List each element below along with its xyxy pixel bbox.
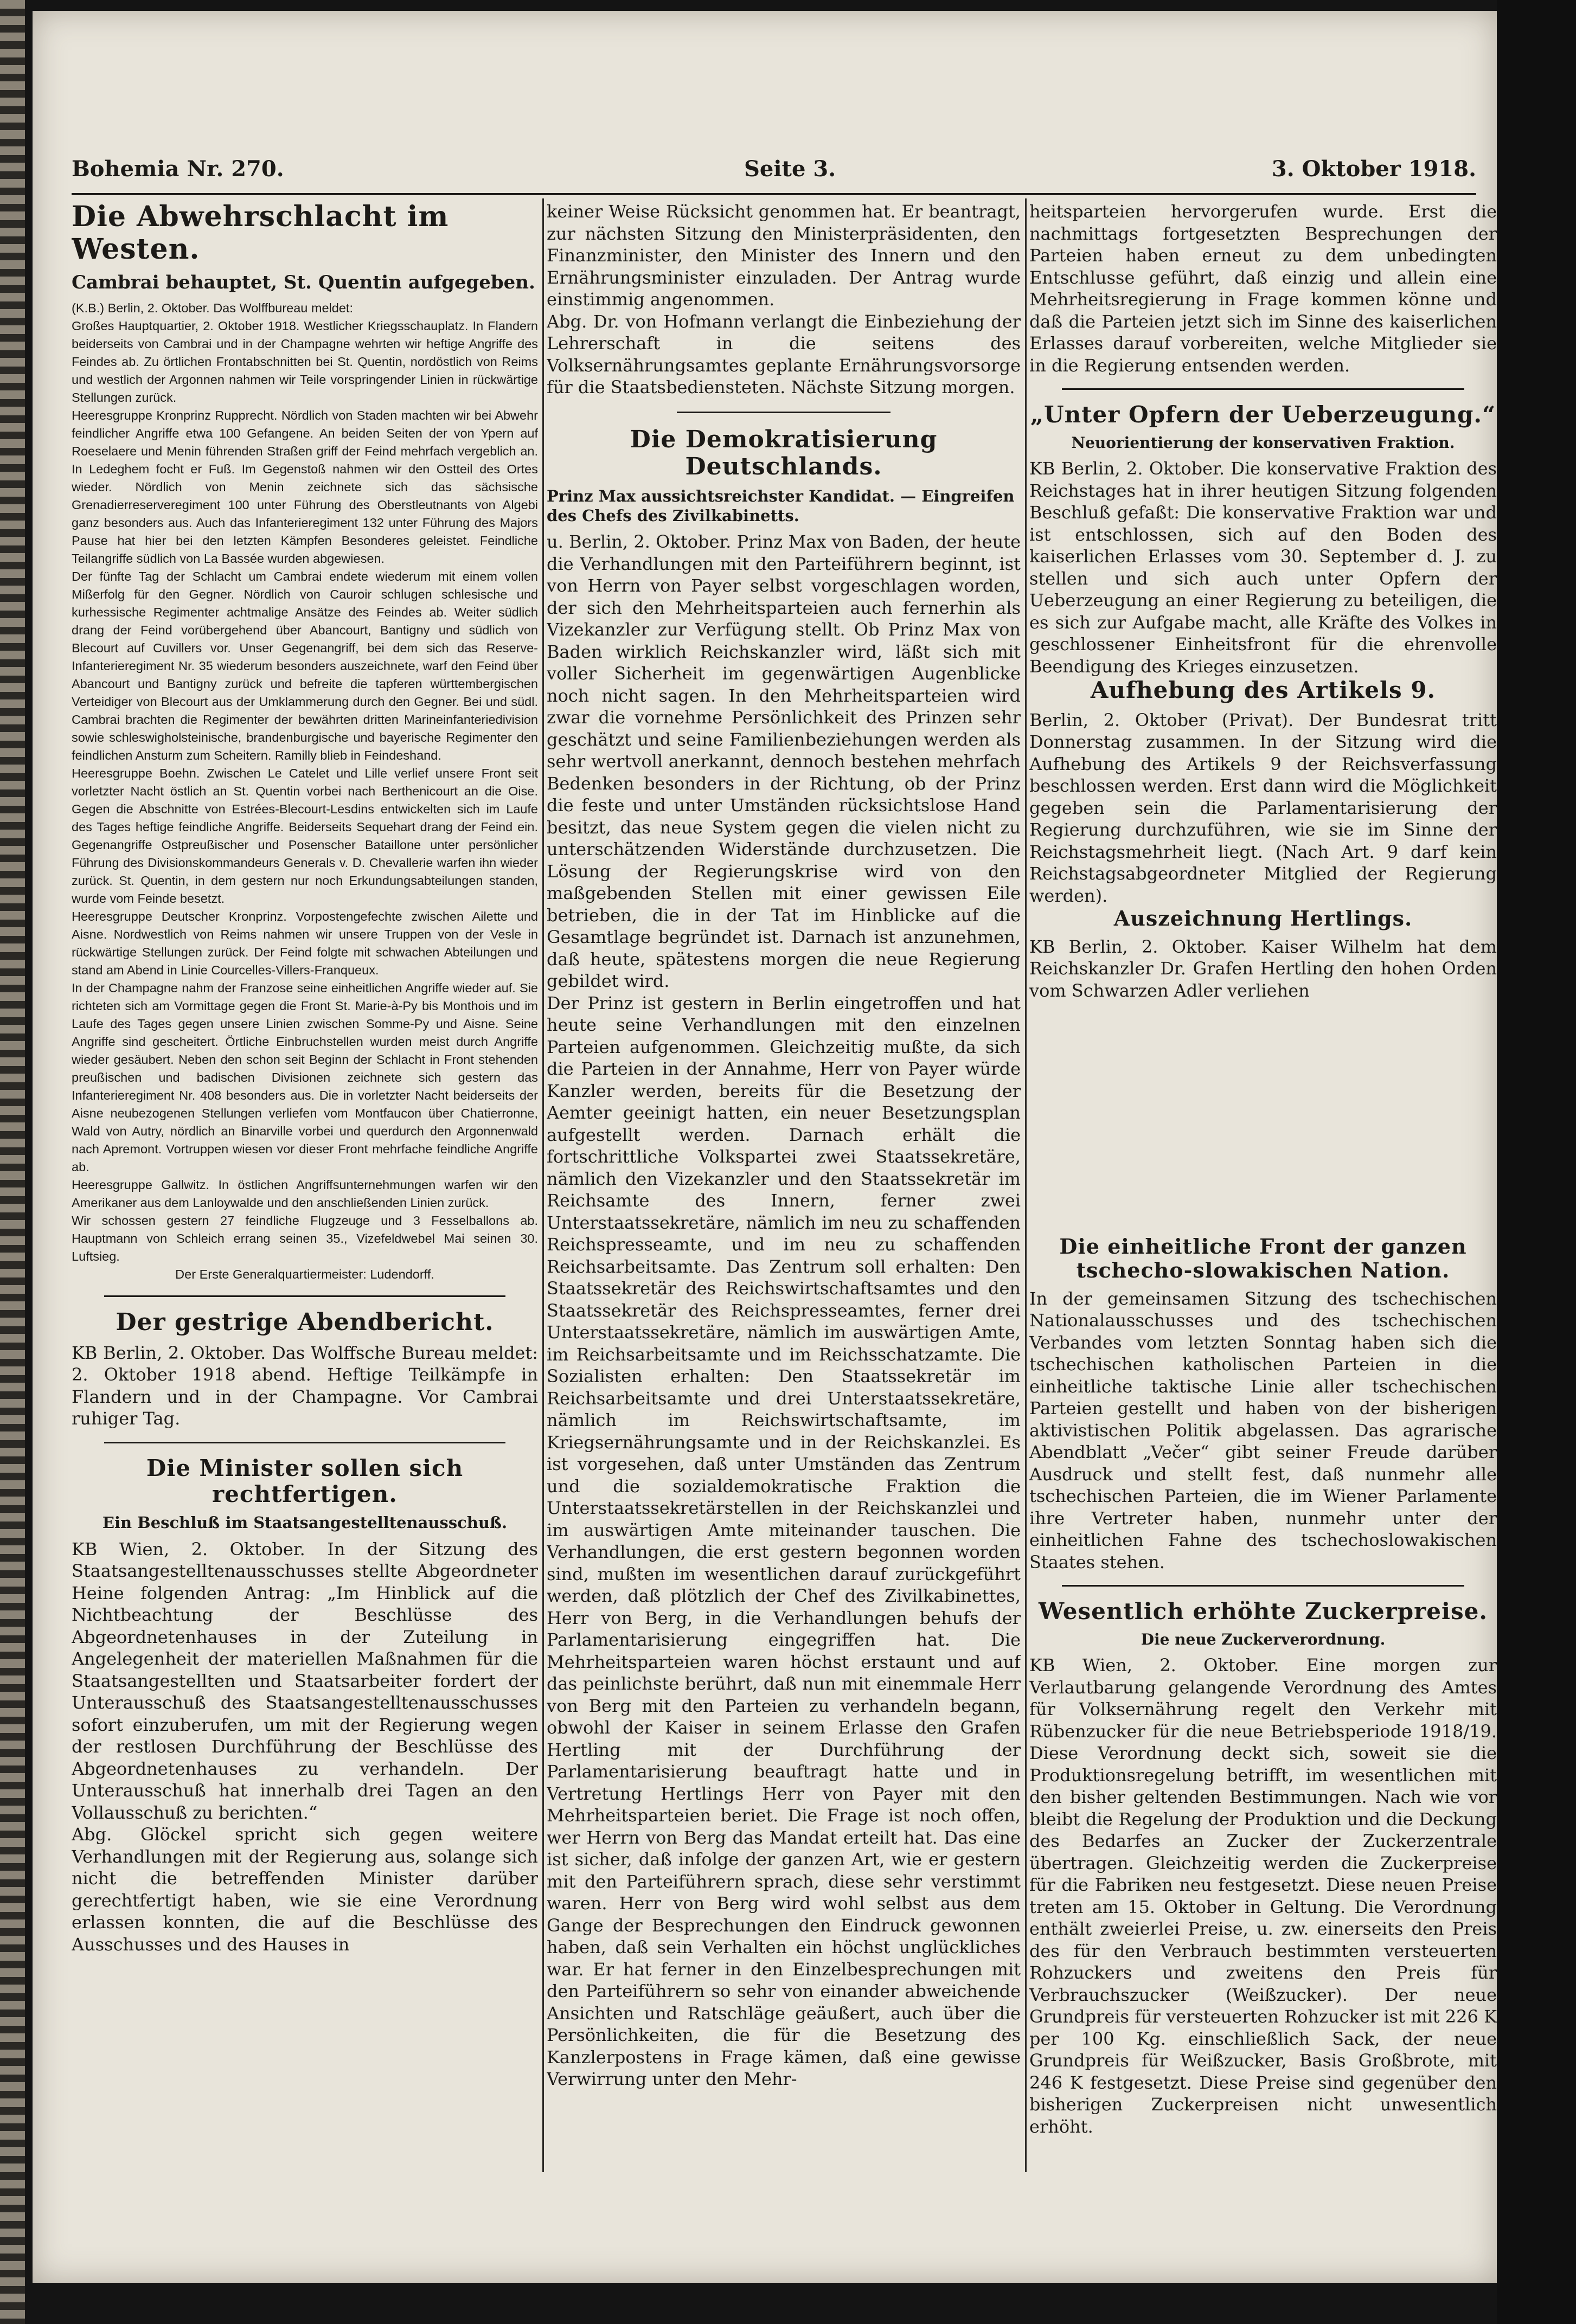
article-paragraph: Abg. Glöckel spricht sich gegen weitere Verhandlungen mit der Regierung aus, solange sich nicht die betreffenden Minister darüber gerechtfertigt haben, wie sie eine Verordnung erlassen konnten, die auf die Beschlüsse des Ausschusses und des Hauses in: [72, 1824, 538, 1955]
article-title: Aufhebung des Artikels 9.: [1090, 677, 1436, 704]
section-rule: [677, 412, 890, 413]
article-paragraph: In der gemeinsamen Sitzung des tschechischen Nationalausschusses und des tschechischen Verbandes vom letzten Sonntag haben sich die tschechischen katholischen Parteien in die einheitliche taktische Linie aller tschechischen Parteien gestellt und haben von der bisherigen aktivistischen Politik abgelassen. Das agrarische Abendblatt „Večer“ gibt seiner Freude darüber Ausdruck und stellt fest, daß nunmehr alle tschechischen Parteien, die im Wiener Parlamente ihre Vertreter haben, nunmehr unter der einheitlichen Fahne des tschechoslowakischen Staates stehen.: [1029, 1288, 1497, 1572]
column-1: [72, 201, 538, 2174]
scan-edge-left: [0, 0, 25, 2324]
article-paragraph: KB Wien, 2. Oktober. In der Sitzung des Staatsangestelltenausschusses stellte Abgeordneter Heine folgenden Antrag: „Im Hinblick auf die Nichtbeachtung der Beschlüsse des Abgeordnetenhauses in der Zuteilung in Angelegenheit der materiellen Maßnahmen für die Staatsangestellten und Staatsarbeiter fordert der Unterausschuß des Staatsangestelltenausschusses sofort einzuberufen, um mit der Regierung wegen der restlosen Durchführung der Beschlüsse des Abgeordnetenhauses zu verhandeln. Der Unterausschuß hat innerhalb drei Tagen an den Vollausschuß zu berichten.“: [72, 1538, 538, 1823]
article-paragraph: Heeresgruppe Deutscher Kronprinz. Vorpostengefechte zwischen Ailette und Aisne. Nordwestlich von Reims nahmen wir unsere Truppen von der Vesle in rückwärtige Stellungen zurück. Der Feind folgte mit schwachen Abteilungen und stand am Abend in Linie Courcelles-Villers-Franqueux.: [72, 909, 538, 978]
article-paragraph: u. Berlin, 2. Oktober. Prinz Max von Baden, der heute die Verhandlungen mit den Parteiführern beginnt, ist von Herrn von Payer selbst vorgeschlagen worden, der sich den Mehrheitsparteien auch fernerhin als Vizekanzler zur Verfügung stellt. Ob Prinz Max von Baden wirklich Reichskanzler wird, läßt sich mit voller Sicherheit im gegenwärtigen Augenblicke noch nicht sagen. In den Mehrheitsparteien wird zwar die vornehme Persönlichkeit des Prinzen sehr geschätzt und seine Familienbeziehungen werden als sehr wertvoll anerkannt, dennoch bestehen mehrfach Bedenken besonders in der Richtung, ob der Prinz die feste und unter Umständen rücksichtslose Hand besitzt, das neue System gegen die vielen nicht zu unterschätzenden Widerstände durchzusetzen. Die Lösung der Regierungskrise wird von den maßgebenden Stellen mit einer gewissen Eile betrieben, die in der Tat im Hinblicke auf die Gesamtlage begründet ist. Darnach ist anzunehmen, daß heute, spätestens morgen die neue Regierung gebildet wird.: [547, 531, 1021, 992]
article-paragraph: Großes Hauptquartier, 2. Oktober 1918. Westlicher Kriegsschauplatz. In Flandern beiderseits von Cambrai und in der Champagne wehrten wir heftige Angriffe des Feindes ab. Zu örtlichen Frontabschnitten bei St. Quentin, nordöstlich von Reims und westlich der Argonnen nahmen wir Teile vorspringender Linien in rückwärtige Stellungen zurück.: [72, 319, 538, 405]
article-title: Wesentlich erhöhte Zuckerpreise.: [1039, 1598, 1488, 1625]
article-title: „Unter Opfern der Ueberzeugung.“: [1030, 401, 1496, 428]
article-paragraph: heitsparteien hervorgerufen wurde. Erst die nachmittags fortgesetzten Besprechungen der Parteien haben erneut zu dem unbedingten Entschlusse geführt, daß einzig und allein eine Mehrheitsregierung in Frage kommen könne und daß die Parteien jetzt sich im Sinne des kaiserlichen Erlasses darauf vorbereiten, welche Mitglieder sie in die Regierung entsenden werden.: [1029, 201, 1497, 376]
article-title: Die Demokratisierung Deutschlands.: [630, 425, 938, 481]
article-paragraph: Berlin, 2. Oktober (Privat). Der Bundesrat tritt Donnerstag zusammen. In der Sitzung wird die Aufhebung des Artikels 9 der Reichsverfassung beschlossen werden. Erst dann wird die Möglichkeit gegeben sein die Parlamentarisierung der Regierung durchzuführen, wie sie im Sinne der Reichstagsmehrheit liegt. (Nach Art. 9 darf kein Reichstagsabgeordneter Mitglied der Regierung werden).: [1029, 709, 1497, 906]
page-header: [72, 156, 1476, 189]
header-page-number: Seite 3.: [744, 156, 836, 182]
section-rule: [104, 1295, 505, 1297]
article-signature: Der Erste Generalquartiermeister: Ludendorff.: [175, 1267, 434, 1282]
scan-edge-right: [1497, 0, 1576, 2324]
article-paragraph: KB Berlin, 2. Oktober. Das Wolffsche Bureau meldet: 2. Oktober 1918 abend. Heftige Teilkämpfe in Flandern und in der Champagne. Vor Cambrai ruhiger Tag.: [72, 1342, 538, 1429]
article-paragraph: Abg. Dr. von Hofmann verlangt die Einbeziehung der Lehrerschaft in die seitens des Volksernährungsamtes geplante Ernährungsvorsorge für die Staatsbediensteten. Nächste Sitzung morgen.: [547, 311, 1021, 397]
article-paragraph: In der Champagne nahm der Franzose seine einheitlichen Angriffe wieder auf. Sie richteten sich am Vormittage gegen die Front St. Marie-à-Py bis Monthois und im Laufe des Tages gegen unsere Linien zwischen Somme-Py und Aisne. Seine Angriffe sind gescheitert. Örtliche Einbruchstellen wurden meist durch Angriffe wieder gesäubert. Neben den schon seit Beginn der Schlacht in Front stehenden preußischen und badischen Divisionen zeichnete sich gestern das Infanterieregiment Nr. 408 besonders aus. Die in vorletzter Nacht beiderseits der Aisne neubezogenen Stellungen verliefen vom Montfaucon über Chatierronne, Wald von Autry, nördlich an Binarville vorbei und querdurch den Argonnenwald nach Apremont. Vortruppen wiesen vor dieser Front mehrfache feindliche Angriffe ab.: [72, 981, 538, 1174]
article-title: Die einheitliche Front der ganzen tschecho-slowakischen Nation.: [1059, 1234, 1467, 1282]
article-title: Die Minister sollen sich rechtfertigen.: [146, 1454, 464, 1507]
article-paragraph: Heeresgruppe Gallwitz. In östlichen Angriffsunternehmungen warfen wir den Amerikaner aus dem Lanloywalde und den anschließenden Linien zurück.: [72, 1178, 538, 1210]
article-title: Auszeichnung Hertlings.: [1113, 906, 1413, 931]
column-3: [1029, 201, 1497, 2174]
column-rule-2: [1025, 198, 1027, 2172]
article-title: Der gestrige Abendbericht.: [116, 1308, 494, 1337]
section-rule: [104, 1442, 505, 1443]
blank-space: [1029, 1001, 1497, 1235]
article-subtitle: Neuorientierung der konservativen Fraktion.: [1071, 434, 1455, 452]
article-paragraph: Der fünfte Tag der Schlacht um Cambrai endete wiederum mit einem vollen Mißerfolg für den Gegner. Nördlich von Cauroir schlugen schlesische und kurhessische Regimenter achtmalige Ansätze des Feindes ab. Weiter südlich drang der Feind vorübergehend über Abancourt, Bantigny und südlich von Blecourt auf Cuvillers vor. Unser Gegenangriff, bei dem sich das Reserve-Infanterieregiment Nr. 35 wiederum besonders auszeichnete, warf den Feind über Abancourt und Bantigny zurück und befreite die tapferen württembergischen Verteidiger von Blecourt aus der Umklammerung durch den Gegner. Bei und südl. Cambrai brachten die Regimenter der bewährten dritten Marineinfanteriedivision sowie schleswigholsteinische, brandenburgische und bayerische Regimenter den feindlichen Ansturm zum Scheitern. Ramilly blieb in Feindeshand.: [72, 569, 538, 763]
header-rule: [72, 193, 1476, 195]
header-issue: Bohemia Nr. 270.: [72, 156, 284, 182]
section-rule: [1062, 1585, 1464, 1587]
article-subtitle: Die neue Zuckerverordnung.: [1141, 1630, 1386, 1649]
article-subtitle: Prinz Max aussichtsreichster Kandidat. — Eingreifen des Chefs des Zivilkabinetts.: [547, 486, 1015, 525]
article-paragraph: Heeresgruppe Boehn. Zwischen Le Catelet und Lille verlief unsere Front seit vorletzter Nacht östlich an St. Quentin vorbei nach Berthenicourt an die Oise. Gegen die Abschnitte von Estrées-Blecourt-Lesdins entwickelten sich im Laufe des Tages heftige feindliche Angriffe. Beiderseits Sequehart drang der Feind ein. Gegenangriffe Ostpreußischer und Posenscher Bataillone unter persönlicher Führung des Divisionskommandeurs Generals v. D. Chevallerie warfen ihn wieder zurück. St. Quentin, in dem gestern nur noch Erkundungsabteilungen standen, wurde vom Feinde besetzt.: [72, 766, 538, 906]
article-paragraph: keiner Weise Rücksicht genommen hat. Er beantragt, zur nächsten Sitzung den Ministerpräsidenten, den Finanzminister, den Minister des Innern und den Ernährungsminister einzuladen. Der Antrag wurde einstimmig angenommen.: [547, 201, 1021, 310]
article-subtitle: Ein Beschluß im Staatsangestelltenausschuß.: [102, 1513, 508, 1532]
article-paragraph: (K.B.) Berlin, 2. Oktober. Das Wolffbureau meldet:: [72, 301, 353, 316]
newspaper-page: [33, 11, 1497, 2283]
article-title: Die Abwehrschlacht im Westen.: [72, 201, 449, 266]
article-paragraph: KB Berlin, 2. Oktober. Die konservative Fraktion des Reichstages hat in ihrer heutigen Sitzung folgenden Beschluß gefaßt: Die konservative Fraktion war und ist entschlossen, sich auf den Boden des kaiserlichen Erlasses vom 30. September d. J. zu stellen und sich auch unter Opfern der Ueberzeugung an einer Regierung zu beteiligen, die es sich zur Aufgabe macht, alle Kräfte des Volkes in geschlossener Einheitsfront für die ehrenvolle Beendigung des Krieges einzusetzen.: [1029, 458, 1497, 677]
column-2: [547, 201, 1021, 2174]
column-rule-1: [542, 198, 544, 2172]
article-paragraph: Heeresgruppe Kronprinz Rupprecht. Nördlich von Staden machten wir bei Abwehr feindlicher Angriffe etwa 100 Gefangene. An beiden Seiten der von Ypern auf Roeselaere und Menin führenden Straßen griff der Feind mehrfach vergeblich an. In Ledeghem focht er Fuß. Im Gegenstoß nahmen wir den Ostteil des Ortes wieder. Nördlich von Menin zeichnete sich das sächsische Grenadierreserveregiment 100 unter Führung des Oberstleutnants von Algebi ganz besonders aus. Auch das Infanterieregiment 132 unter Führung des Majors Pause hat hier bei den letzten Kämpfen Besonderes geleistet. Feindliche Teilangriffe südlich von La Bassée wurden abgewiesen.: [72, 408, 538, 566]
article-subtitle: Cambrai behauptet, St. Quentin aufgegeben.: [72, 271, 535, 293]
section-rule: [1062, 388, 1464, 390]
article-paragraph: Wir schossen gestern 27 feindliche Flugzeuge und 3 Fesselballons ab. Hauptmann von Schleich errang seinen 35., Vizefeldwebel Mai seinen 30. Luftsieg.: [72, 1214, 538, 1264]
article-paragraph: KB Wien, 2. Oktober. Eine morgen zur Verlautbarung gelangende Verordnung des Amtes für Volksernährung regelt den Verkehr mit Rübenzucker für die neue Betriebsperiode 1918/19. Diese Verordnung deckt sich, soweit sie die Produktionsregelung betrifft, im wesentlichen mit den bisher geltenden Bestimmungen. Nach wie vor bleibt die Regelung der Produktion und die Deckung des Bedarfes an Zucker der Zuckerzentrale übertragen. Gleichzeitig werden die Zuckerpreise für die Fabriken neu festgesetzt. Diese neuen Preise treten am 15. Oktober in Geltung. Die Verordnung enthält zweierlei Preise, u. zw. einerseits den Preis des für den Verbrauch bestimmten versteuerten Rohzuckers und zweitens den Preis für Verbrauchszucker (Weißzucker). Der neue Grundpreis für versteuerten Rohzucker ist mit 226 K per 100 Kg. einschließlich Sack, der neue Grundpreis für Weißzucker, Basis Großbrote, mit 246 K festgesetzt. Diese Preise sind gegenüber den bisherigen Zuckerpreisen nicht unwesentlich erhöht.: [1029, 1655, 1497, 2137]
article-paragraph: Der Prinz ist gestern in Berlin eingetroffen und hat heute seine Verhandlungen mit den einzelnen Parteien aufgenommen. Gleichzeitig mußte, da sich die Parteien in der Annahme, Herr von Payer würde Kanzler werden, bereits für die Besetzung der Aemter geeinigt hatten, ein neuer Besetzungsplan aufgestellt werden. Darnach erhält die fortschrittliche Volkspartei zwei Staatssekretäre, nämlich den Vizekanzler und den Staatssekretär im Reichsamte des Innern, ferner zwei Unterstaatssekretäre, nämlich im neu zu schaffenden Reichspresseamte, und im neu zu schaffenden Reichsarbeitsamte. Das Zentrum soll erhalten: Den Staatssekretär des Reichswirtschaftsamtes und den Staatssekretär des Reichspresseamtes, ferner drei Unterstaatssekretäre, nämlich im auswärtigen Amte, im Reichsarbeitsamte und im Reichsschatzamte. Die Sozialisten erhalten: Den Staatssekretär im Reichsarbeitsamte und drei Unterstaatssekretäre, nämlich im Reichswirtschaftsamte, im Kriegsernährungsamte und in der Reichskanzlei. Es ist vorgesehen, daß unter Umständen das Zentrum und die sozialdemokratische Fraktion die Unterstaatssekretärstellen in der Reichskanzlei und im auswärtigen Amte miteinander tauschen. Die Verhandlungen, die erst gestern begonnen worden sind, mußten im wesentlichen darauf zurückgeführt werden, daß plötzlich der Chef des Zivilkabinettes, Herr von Berg, in die Verhandlungen behufs der Parlamentarisierung eingegriffen hat. Die Mehrheitsparteien waren höchst erstaunt und auf das peinlichste berührt, daß nun mit einemmale Herr von Berg mit den Parteien zu verhandeln begann, obwohl der Kaiser in seinem Erlasse den Grafen Hertling mit der Durchführung der Parlamentarisierung beauftragt hatte und in Vertretung Hertlings Herr von Payer mit den Mehrheitsparteien beriet. Die Frage ist noch offen, wer Herrn von Berg das Mandat erteilt hat. Das eine ist sicher, daß infolge der ganzen Art, wie er gestern mit den Parteiführern sprach, diese sehr verstimmt waren. Herr von Berg wird wohl selbst aus dem Gange der Besprechungen den Eindruck gewonnen haben, daß sein Verhalten ein höchst unglückliches war. Er hat ferner in den Einzelbesprechungen mit den Parteiführern so sehr von einander abweichende Ansichten und Ratschläge geäußert, auch über die Persönlichkeiten, die für die Besetzung des Kanzlerpostens in Frage kämen, daß eine gewisse Verwirrung unter den Mehr-: [547, 992, 1021, 2090]
header-date: 3. Oktober 1918.: [1271, 156, 1476, 182]
article-paragraph: KB Berlin, 2. Oktober. Kaiser Wilhelm hat dem Reichskanzler Dr. Grafen Hertling den hohen Orden vom Schwarzen Adler verliehen: [1029, 936, 1497, 1001]
